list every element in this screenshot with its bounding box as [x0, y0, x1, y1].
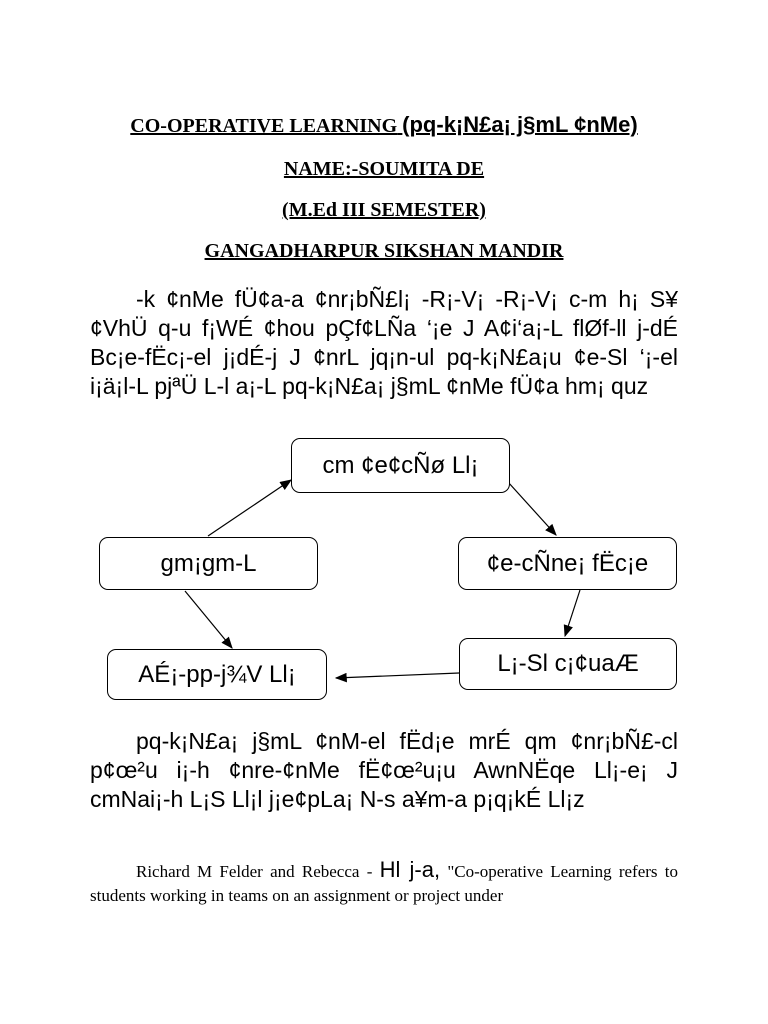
diagram-node-right: ¢e-cÑne¡ fËc¡e [458, 537, 677, 590]
intro-paragraph: -k ¢nMe fÜ¢a-a ¢nr¡bÑ£l¡ -R¡-V¡ -R¡-V¡ c-m h¡ S¥¢VhÜ q-u f¡WÉ ¢hou pÇf¢LÑa ‘¡e J A¢i‘a¡-L flØf-ll j-dÉ Bc¡e-fËc¡-el j¡dÉ-j J ¢nrL jq¡n-ul pq-k¡N£a¡u ¢e-Sl ‘¡-el i¡ä¡l-L pjªÜ L-l a¡-L pq-k¡N£a¡ j§mL ¢nMe fÜ¢a hm¡ quz [90, 286, 678, 399]
definition-author: Richard M Felder and Rebecca - [136, 862, 373, 881]
author-name: NAME:-SOUMITA DE [283, 158, 485, 180]
arrow-left-to-bottom-left [185, 591, 232, 648]
diagram-node-bottom-left: AÉ¡-pp-j¾V Ll¡ [107, 649, 327, 700]
objective-paragraph: pq-k¡N£a¡ j§mL ¢nM-el fËd¡e mrÉ qm ¢nr¡bÑ£-cl p¢œ²u i¡-h ¢nre-¢nMe fË¢œ²u¡u AwnNËqe Ll¡-e¡ J cmNai¡-h L¡S Ll¡l j¡e¢pLa¡ N-s a¥m-a p¡q¡kÉ Ll¡z [90, 728, 678, 812]
semester-label: (M.Ed III SEMESTER) [282, 199, 486, 221]
diagram-node-bottom-right: L¡-Sl c¡¢uaÆ [459, 638, 677, 690]
institution-name: GANGADHARPUR SIKSHAN MANDIR [204, 240, 564, 262]
title-latin: CO-OPERATIVE LEARNING [130, 115, 398, 137]
diagram-node-left: gm¡gm-L [99, 537, 318, 590]
document-title [0, 112, 768, 138]
definition-paragraph [90, 858, 678, 908]
arrow-left-to-top [208, 480, 291, 536]
title-native: (pq-k¡N£a¡ j§mL ¢nMe) [402, 112, 638, 137]
diagram-node-top: cm ¢e¢cÑø Ll¡ [291, 438, 510, 493]
arrow-right-to-bottom-right [565, 590, 580, 636]
arrow-top-to-right [508, 482, 556, 535]
definition-quote: "Co-operative Learning refers to students working in teams on an assignment or project under [90, 862, 679, 905]
arrow-bottom-right-to-bottom-left [336, 673, 459, 678]
definition-connector: Hl j-a, [379, 857, 441, 882]
